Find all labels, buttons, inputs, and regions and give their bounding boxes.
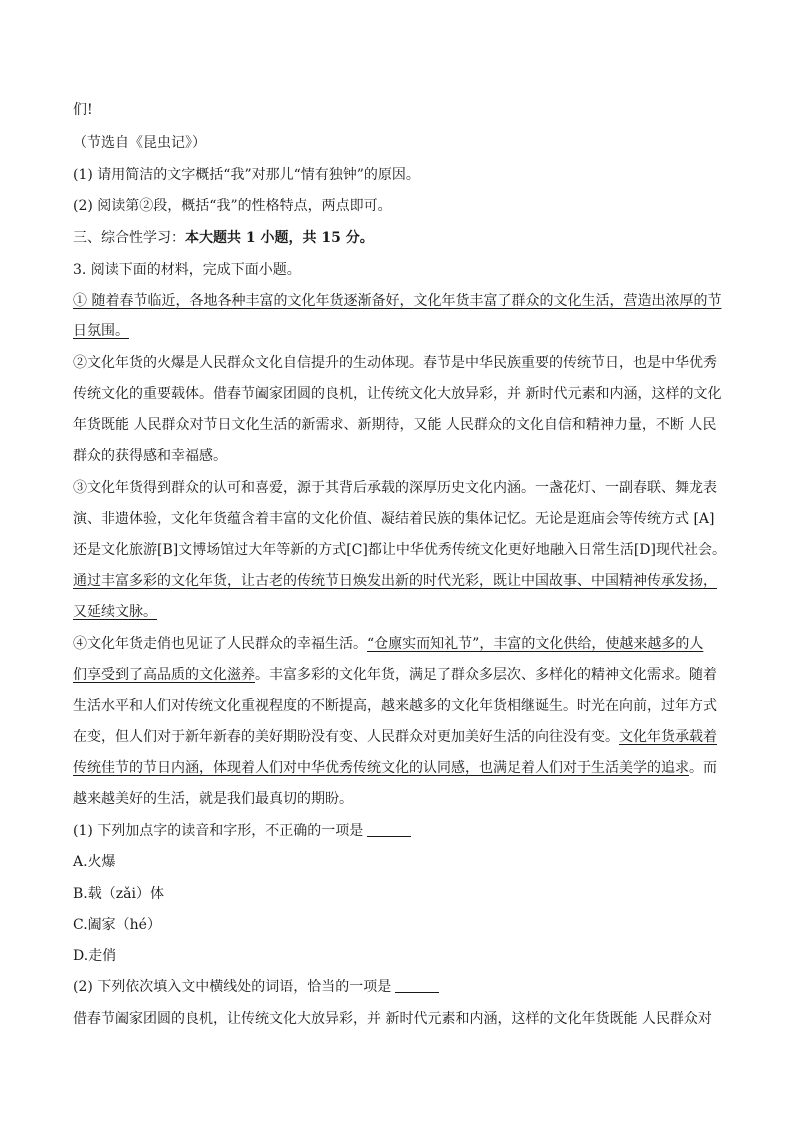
paragraph-4-line xyxy=(73,665,723,685)
paragraph-2-line: 群众的获得感和幸福感。 xyxy=(73,448,227,464)
question-2: (2) 阅读第②段，概括“我”的性格特点，两点即可。 xyxy=(73,198,392,214)
paragraph-2-line: 传统文化的重要载体。借春节阖家团圆的良机，让传统文化大放异彩，并 新时代元素和内涵，这样的文化 xyxy=(73,386,722,402)
paragraph-4-line: 越来越美好的生活，就是我们最真切的期盼。 xyxy=(73,791,353,807)
quoted-sentence: 借春节阖家团圆的良机，让传统文化大放异彩，并 新时代元素和内涵，这样的文化年货既能 人民群众对 xyxy=(73,1011,712,1027)
paragraph-3-line: 通过丰富多彩的文化年货，让古老的传统节日焕发出新的时代光彩，既让中国故事、中国精神传承发扬， xyxy=(73,573,717,589)
paragraph-1-line: ① 随着春节临近，各地各种丰富的文化年货逐渐备好，文化年货丰富了群众的文化生活，营造出浓厚的节 xyxy=(73,293,722,309)
paragraph-3-line: 还是文化旅游[B]文博场馆过大年等新的方式[C]都让中华优秀传统文化更好地融入日常生活[D]现代社会。 xyxy=(73,542,726,558)
paragraph-4-line: 生活水平和人们对传统文化重视程度的不断提高，越来越多的文化年货相继诞生。时光在向前，过年方式 xyxy=(73,698,717,714)
answer-blank xyxy=(367,822,411,837)
subquestion-1-text: (1) 下列加点字的读音和字形，不正确的一项是 xyxy=(73,823,364,839)
paragraph-4-text: ④文化年货走俏也见证了人民群众的幸福生活。 xyxy=(73,636,367,652)
underlined-text: 文化年货承载着 xyxy=(619,729,717,745)
paragraph-4-line xyxy=(73,634,723,654)
source-note: （节选自《昆虫记》） xyxy=(73,135,206,151)
paragraph-4-text: 在变，但人们对于新年新春的美好期盼没有变、人民群众对更加美好生活的向往没有变。 xyxy=(73,729,619,745)
option-d: D.走俏 xyxy=(73,948,117,964)
paragraph-3-line: 演、非遗体验，文化年货蕴含着丰富的文化价值、凝结着民族的集体记忆。无论是逛庙会等传统方式 [A] xyxy=(73,511,715,527)
question-1: (1) 请用简洁的文字概括“我”对那儿“情有独钟”的原因。 xyxy=(73,167,420,183)
section-heading-label: 三、综合性学习： xyxy=(73,230,185,246)
paragraph-4-text: 。而 xyxy=(689,760,717,776)
section-heading xyxy=(73,228,723,248)
paragraph-1-line: 日氛围。 xyxy=(73,323,129,339)
answer-blank xyxy=(395,978,439,993)
option-c: C.阖家（hé） xyxy=(73,917,161,933)
subquestion-2-text: (2) 下列依次填入文中横线处的词语，恰当的一项是 xyxy=(73,979,392,995)
subquestion-2 xyxy=(73,977,723,997)
subquestion-1 xyxy=(73,821,723,841)
text-line: 们! xyxy=(73,102,93,118)
paragraph-2-line: 年货既能 人民群众对节日文化生活的新需求、新期待，又能 人民群众的文化自信和精神力量，不断 人民 xyxy=(73,417,717,433)
underlined-text: 传统佳节的节日内涵，体现着人们对中华优秀传统文化的认同感，也满足着人们对于生活美学的追求 xyxy=(73,760,689,776)
question-3-prompt: 3. 阅读下面的材料，完成下面小题。 xyxy=(73,262,301,278)
paragraph-4-line xyxy=(73,758,723,778)
underlined-text: “仓廪实而知礼节”，丰富的文化供给，使越来越多的人 xyxy=(367,636,704,652)
option-a: A.火爆 xyxy=(73,854,116,870)
section-heading-detail: 本大题共 1 小题，共 15 分。 xyxy=(185,230,374,246)
paragraph-2-line: ②文化年货的火爆是人民群众文化自信提升的生动体现。春节是中华民族重要的传统节日，也是中华优秀 xyxy=(73,355,717,371)
paragraph-4-line xyxy=(73,727,723,747)
paragraph-3-line: 又延续文脉。 xyxy=(73,604,157,620)
option-b: B.载（zǎi）体 xyxy=(73,886,164,902)
underlined-text: 们享受到了高品质的文化滋养 xyxy=(73,667,255,683)
paragraph-4-text: 。丰富多彩的文化年货，满足了群众多层次、多样化的精神文化需求。随着 xyxy=(255,667,717,683)
paragraph-3-line: ③文化年货得到群众的认可和喜爱，源于其背后承载的深厚历史文化内涵。一盏花灯、一副春联、舞龙表 xyxy=(73,480,717,496)
